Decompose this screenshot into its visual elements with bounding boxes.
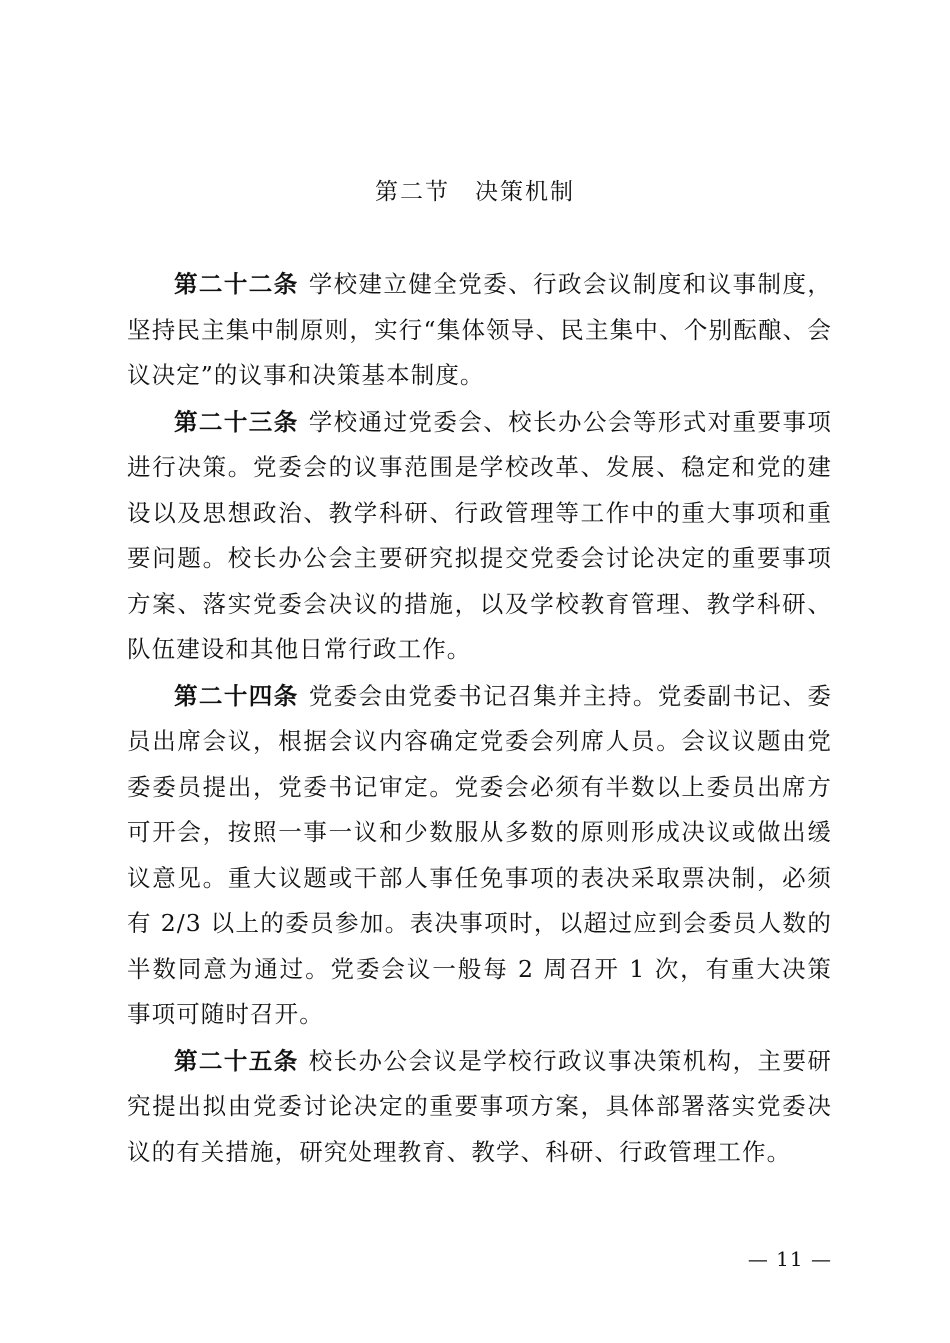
article-paragraph xyxy=(127,1039,832,1176)
page-number: — 11 — xyxy=(747,1247,832,1271)
article-text: 党委会由党委书记召集并主持。党委副书记、委员出席会议，根据会议内容确定党委会列席人员。会议议题由党委委员提出，党委书记审定。党委会必须有半数以上委员出席方可开会，按照一事一议和少数服从多数的原则形成决议或做出缓议意见。重大议题或干部人事任免事项的表决采取票决制，必须有 2/3 以上的委员参加。表决事项时，以超过应到会委员人数的半数同意为通过。党委会议一般每 2 周召开 1 次，有重大决策事项可随时召开。 xyxy=(127,681,832,1028)
article-paragraph xyxy=(127,262,832,399)
article-number: 第二十五条 xyxy=(174,1046,299,1075)
article-number: 第二十四条 xyxy=(174,681,299,710)
article-paragraph xyxy=(127,400,832,673)
section-title: 第二节 决策机制 xyxy=(375,179,575,205)
article-text: 学校建立健全党委、行政会议制度和议事制度，坚持民主集中制原则，实行“集体领导、民主集中、个别酝酿、会议决定”的议事和决策基本制度。 xyxy=(127,270,832,389)
article-paragraph xyxy=(127,674,832,1038)
article-text: 校长办公会议是学校行政议事决策机构，主要研究提出拟由党委讨论决定的重要事项方案，具体部署落实党委决议的有关措施，研究处理教育、教学、科研、行政管理工作。 xyxy=(127,1046,832,1166)
document-body xyxy=(127,262,832,1176)
article-text: 学校通过党委会、校长办公会等形式对重要事项进行决策。党委会的议事范围是学校改革、发展、稳定和党的建设以及思想政治、教学科研、行政管理等工作中的重大事项和重要问题。校长办公会主要研究拟提交党委会讨论决定的重要事项方案、落实党委会决议的措施，以及学校教育管理、教学科研、队伍建设和其他日常行政工作。 xyxy=(127,407,832,663)
article-number: 第二十二条 xyxy=(174,270,299,298)
article-number: 第二十三条 xyxy=(174,407,299,436)
